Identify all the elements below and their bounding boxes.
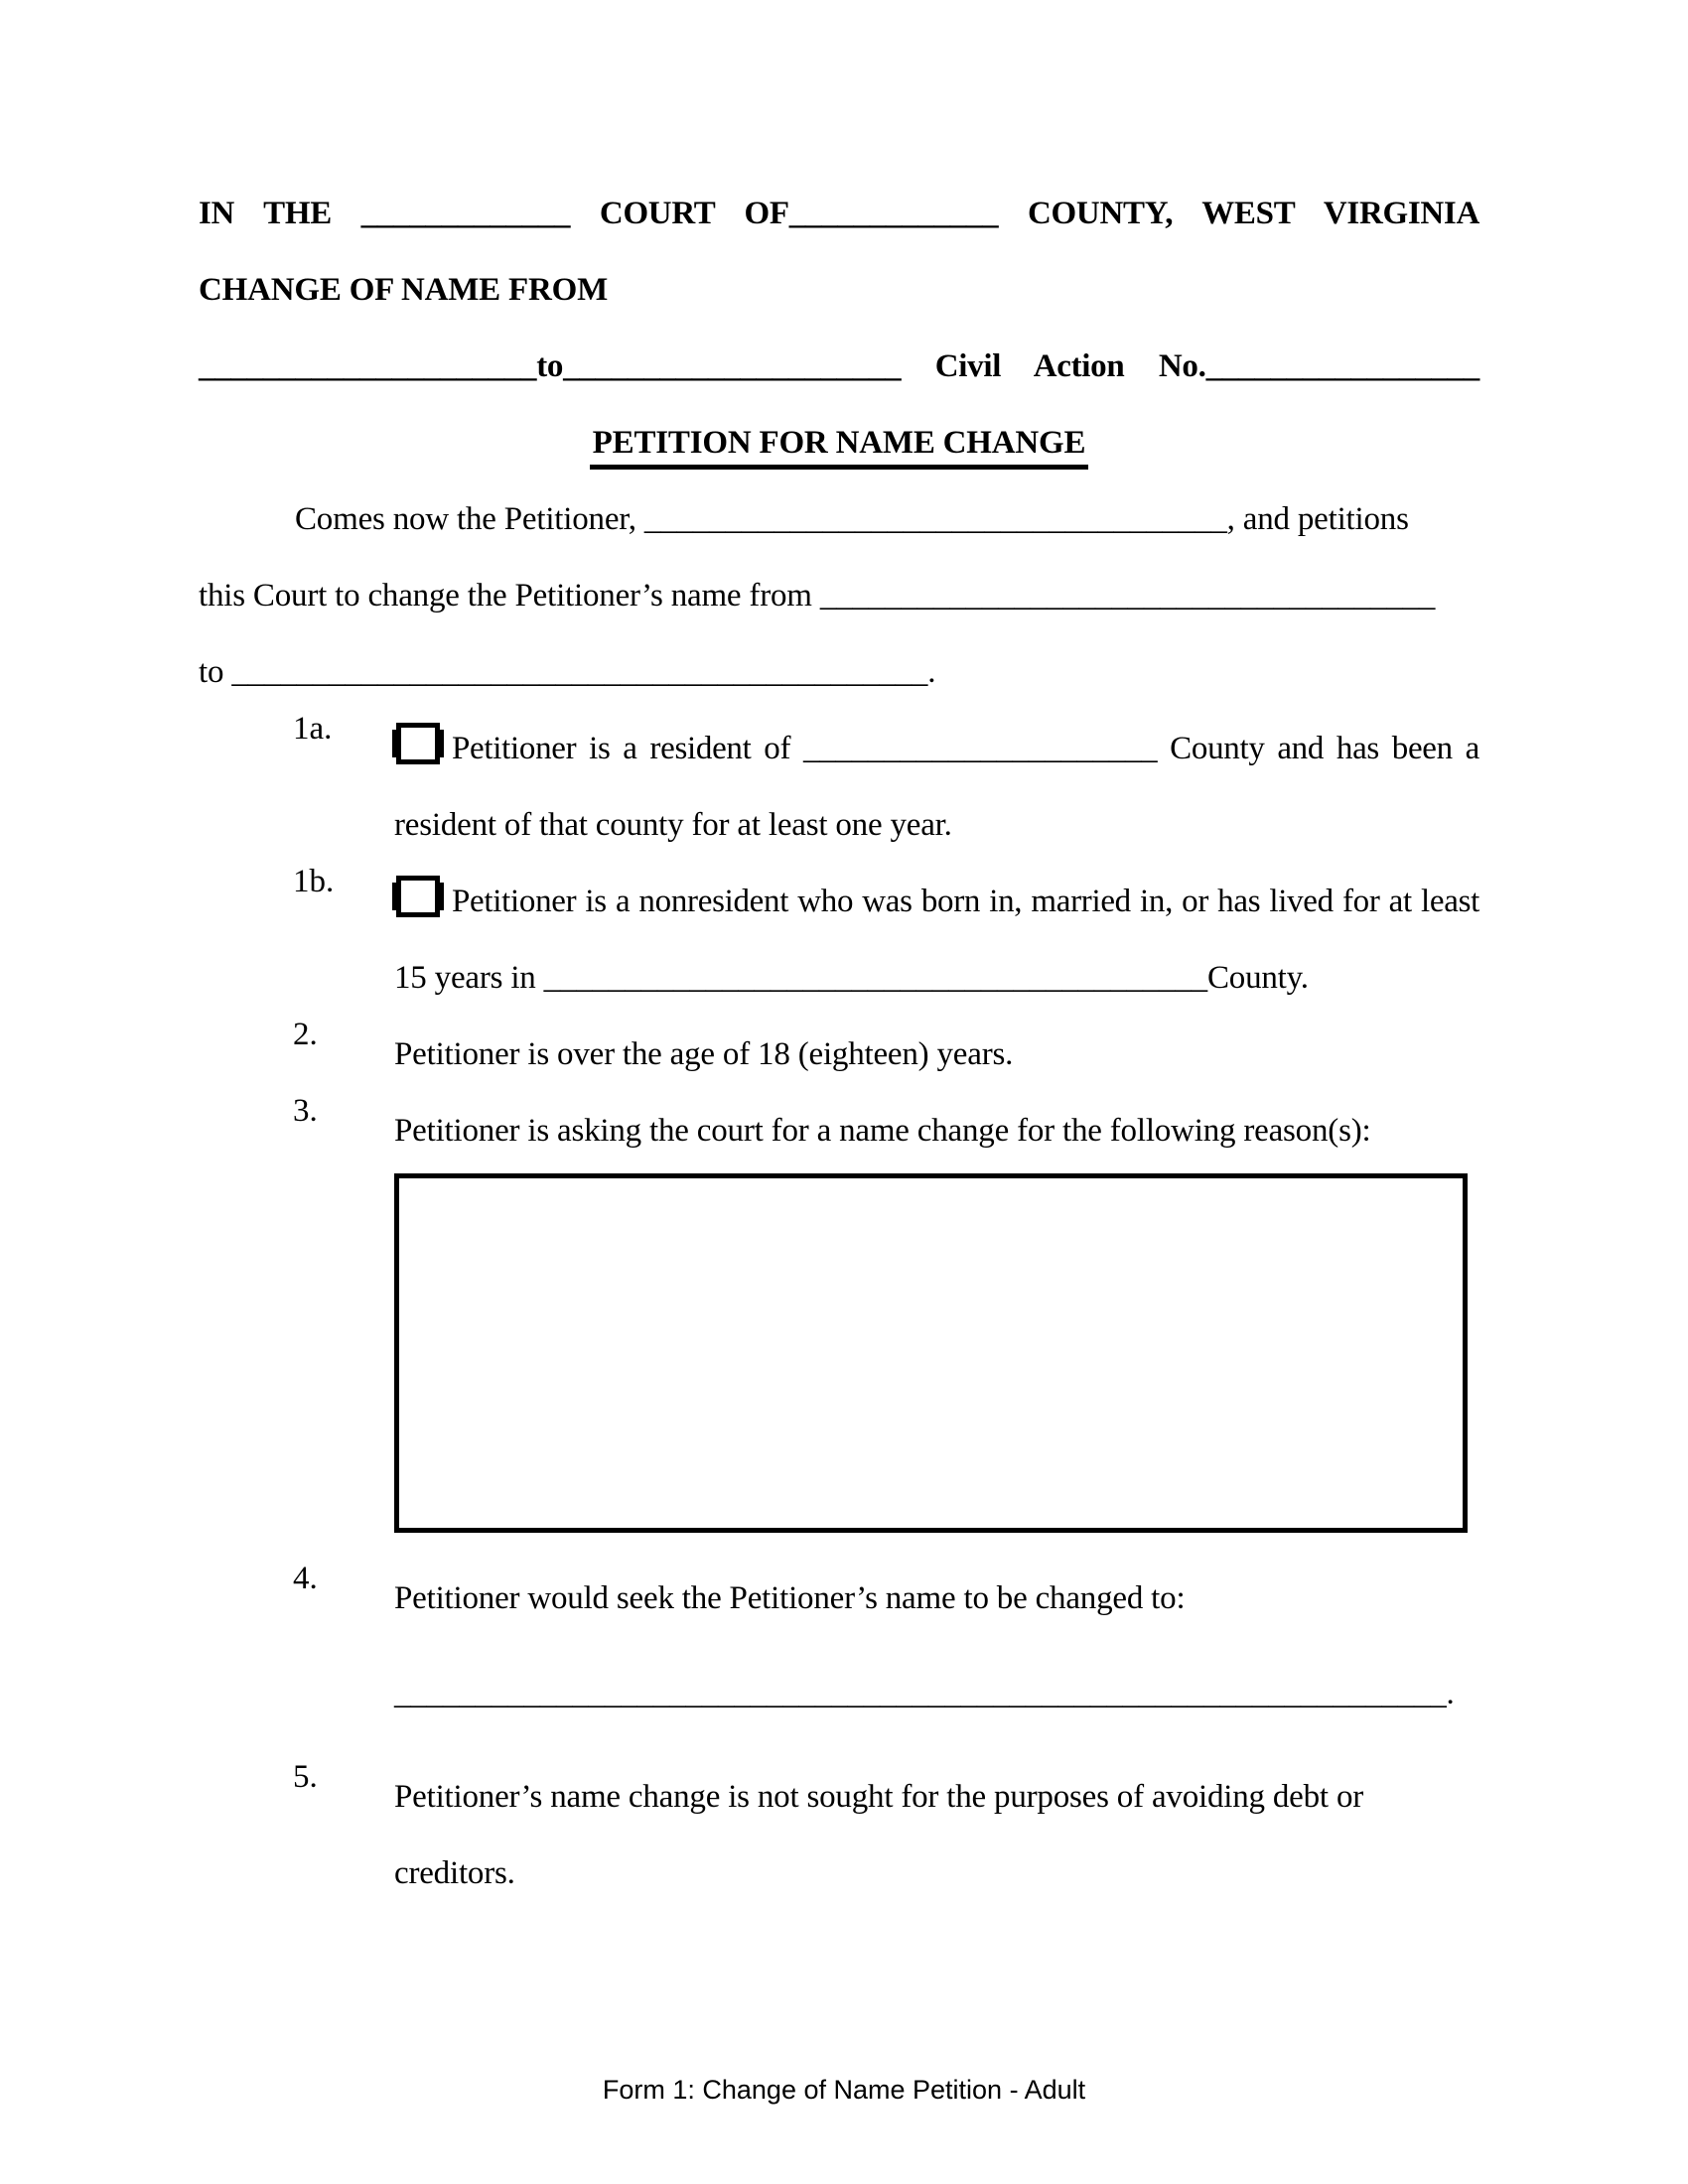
new-full-name-blank[interactable]: _________________________________________________________________	[394, 1676, 1447, 1711]
item-5-line-1: Petitioner’s name change is not sought for the purposes of avoiding debt or	[394, 1779, 1364, 1815]
to-text: to	[199, 654, 232, 690]
caption-line	[199, 329, 1479, 405]
civil-action-label: Civil Action No.	[901, 348, 1206, 384]
court-type-blank[interactable]: _____________	[360, 196, 571, 231]
court-header-line	[199, 176, 1479, 252]
item-2	[199, 1017, 1479, 1093]
item-1b-line-1	[394, 864, 1479, 940]
item-3	[199, 1093, 1479, 1169]
name-from-blank[interactable]: _____________________	[199, 348, 537, 384]
fifteen-years-text: 15 years in	[394, 960, 544, 996]
and-petitions-text: , and petitions	[1226, 501, 1409, 537]
county-suffix-text: County.	[1206, 960, 1309, 996]
current-name-blank[interactable]: ______________________________________	[819, 578, 1436, 614]
period-text: .	[927, 654, 936, 690]
name-to-blank[interactable]: _____________________	[563, 348, 902, 384]
to-label: to	[536, 348, 564, 384]
item-3-line-1: Petitioner is asking the court for a name change for the following reason(s):	[394, 1113, 1371, 1149]
nonresident-text: Petitioner is a nonresident who was born in, married in, or has lived for at least	[452, 884, 1479, 919]
item-1a-line-1	[394, 711, 1479, 787]
nonresident-county-blank[interactable]: _________________________________________	[543, 960, 1207, 996]
item-1b-line-2	[394, 940, 1479, 1017]
item-4-line-2	[394, 1656, 1479, 1732]
change-of-name-heading: CHANGE OF NAME FROM	[199, 272, 609, 308]
item-5-number: 5.	[293, 1759, 318, 1795]
intro-line-1	[199, 481, 1479, 558]
item-1a	[199, 711, 1479, 864]
form-title: PETITION FOR NAME CHANGE	[590, 425, 1089, 470]
item-1b-number: 1b.	[293, 864, 335, 899]
residence-county-blank[interactable]: ______________________	[802, 731, 1158, 766]
item-5-line-2: creditors.	[394, 1855, 515, 1891]
intro-line-2	[199, 558, 1479, 634]
state-label: COUNTY, WEST VIRGINIA	[998, 196, 1480, 231]
item-5	[199, 1759, 1479, 1912]
form-title-line	[199, 405, 1479, 481]
item-1a-line-2: resident of that county for at least one year.	[394, 807, 952, 843]
court-of-label: COURT OF	[570, 196, 789, 231]
resident-checkbox[interactable]	[396, 723, 440, 764]
item-4-number: 4.	[293, 1561, 318, 1596]
new-name-blank[interactable]: ___________________________________________	[231, 654, 928, 690]
item-3-number: 3.	[293, 1093, 318, 1129]
court-county-blank[interactable]: _____________	[788, 196, 999, 231]
resident-text: Petitioner is a resident of	[452, 731, 803, 766]
item-2-line-1: Petitioner is over the age of 18 (eighteen) years.	[394, 1036, 1014, 1072]
item-4	[199, 1561, 1479, 1732]
item-1a-number: 1a.	[293, 711, 333, 747]
nonresident-checkbox[interactable]	[396, 876, 440, 917]
intro-paragraph	[199, 481, 1479, 711]
item-2-number: 2.	[293, 1017, 318, 1052]
intro-line-3	[199, 634, 1479, 711]
name-change-reasons-box[interactable]	[394, 1173, 1468, 1533]
civil-action-no-blank[interactable]: _________________	[1205, 348, 1479, 384]
county-resident-text: County and has been a	[1157, 731, 1479, 766]
court-header-prefix: IN THE	[199, 196, 361, 231]
petitioner-name-blank[interactable]: ____________________________________	[643, 501, 1227, 537]
item-1b	[199, 864, 1479, 1017]
item-4-line-1: Petitioner would seek the Petitioner’s name to be changed to:	[394, 1580, 1186, 1616]
change-name-from-text: this Court to change the Petitioner’s name from	[199, 578, 820, 614]
comes-now-text: Comes now the Petitioner,	[295, 501, 644, 537]
form-content	[199, 176, 1479, 1912]
item-4-period: .	[1446, 1676, 1455, 1711]
form-footer: Form 1: Change of Name Petition - Adult	[602, 2075, 1086, 2105]
